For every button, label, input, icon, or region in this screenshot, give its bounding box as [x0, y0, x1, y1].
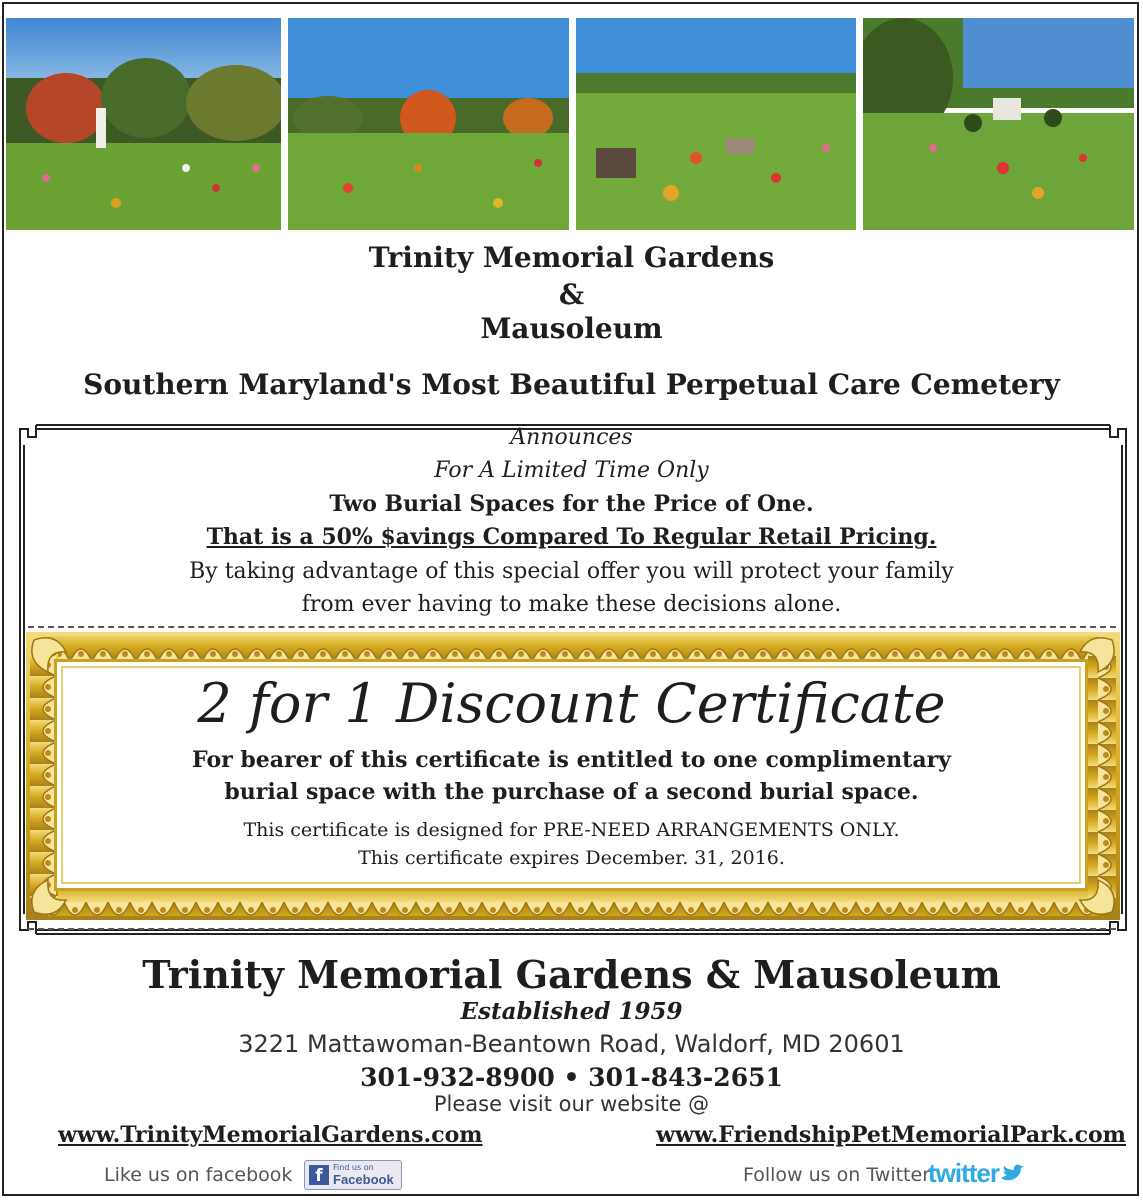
visit-website-prompt: Please visit our website @	[433, 1092, 710, 1116]
photo-autumn-trees	[288, 18, 569, 230]
offer-description-line2: from ever having to make these decisions alone.	[301, 592, 842, 617]
savings-line	[0, 522, 1143, 552]
limited-time-line: For A Limited Time Only	[434, 458, 709, 483]
facebook-icon: f	[309, 1165, 329, 1185]
footer-business-name: Trinity Memorial Gardens & Mausoleum	[142, 952, 1001, 997]
photo-monument-rows	[863, 18, 1134, 230]
announce-line: Announces	[510, 425, 633, 450]
facebook-prompt: Like us on facebook	[104, 1164, 293, 1186]
photo-statue-garden	[6, 18, 281, 230]
page-title-line2: Mausoleum	[480, 312, 663, 345]
page-title-ampersand: &	[558, 278, 585, 311]
website-link-friendship-pet[interactable]: www.FriendshipPetMemorialPark.com	[656, 1122, 1126, 1148]
certificate-note-line1: This certificate is designed for PRE-NEED ARRANGEMENTS ONLY.	[243, 819, 900, 841]
offer-description-line1: By taking advantage of this special offer you will protect your family	[189, 559, 954, 584]
street-address: 3221 Mattawoman-Beantown Road, Waldorf, MD 20601	[238, 1030, 905, 1058]
established-year: Established 1959	[460, 998, 683, 1025]
phone-numbers[interactable]: 301-932-8900 • 301-843-2651	[360, 1063, 783, 1092]
savings-text: That is a 50% $avings Compared To Regular Retail Pricing.	[206, 524, 937, 550]
website-link-trinity[interactable]: www.TrinityMemorialGardens.com	[58, 1122, 483, 1148]
twitter-logo-button[interactable]	[928, 1158, 1025, 1189]
certificate-title: 2 for 1 Discount Certificate	[197, 672, 946, 735]
offer-headline: Two Burial Spaces for the Price of One.	[329, 491, 814, 517]
certificate-body-line1: For bearer of this certificate is entitled to one complimentary	[192, 747, 951, 773]
cut-line-bottom	[28, 928, 1116, 930]
cut-line-top	[28, 626, 1116, 628]
certificate-body-line2: burial space with the purchase of a second burial space.	[224, 779, 919, 805]
facebook-badge-button[interactable]	[304, 1160, 402, 1190]
facebook-badge-label: Facebook	[333, 1172, 394, 1187]
facebook-badge-small-text: Find us on	[333, 1163, 374, 1172]
tagline: Southern Maryland's Most Beautiful Perpetual Care Cemetery	[83, 368, 1060, 401]
cemetery-photo-strip	[6, 18, 1134, 230]
twitter-prompt: Follow us on Twitter	[743, 1164, 931, 1186]
page-title-line1: Trinity Memorial Gardens	[368, 241, 775, 274]
certificate-expiry: This certificate expires December. 31, 2016.	[358, 847, 785, 869]
twitter-bird-icon	[999, 1164, 1025, 1184]
photo-benches	[576, 18, 856, 230]
twitter-logo-text: twitter	[928, 1158, 999, 1188]
